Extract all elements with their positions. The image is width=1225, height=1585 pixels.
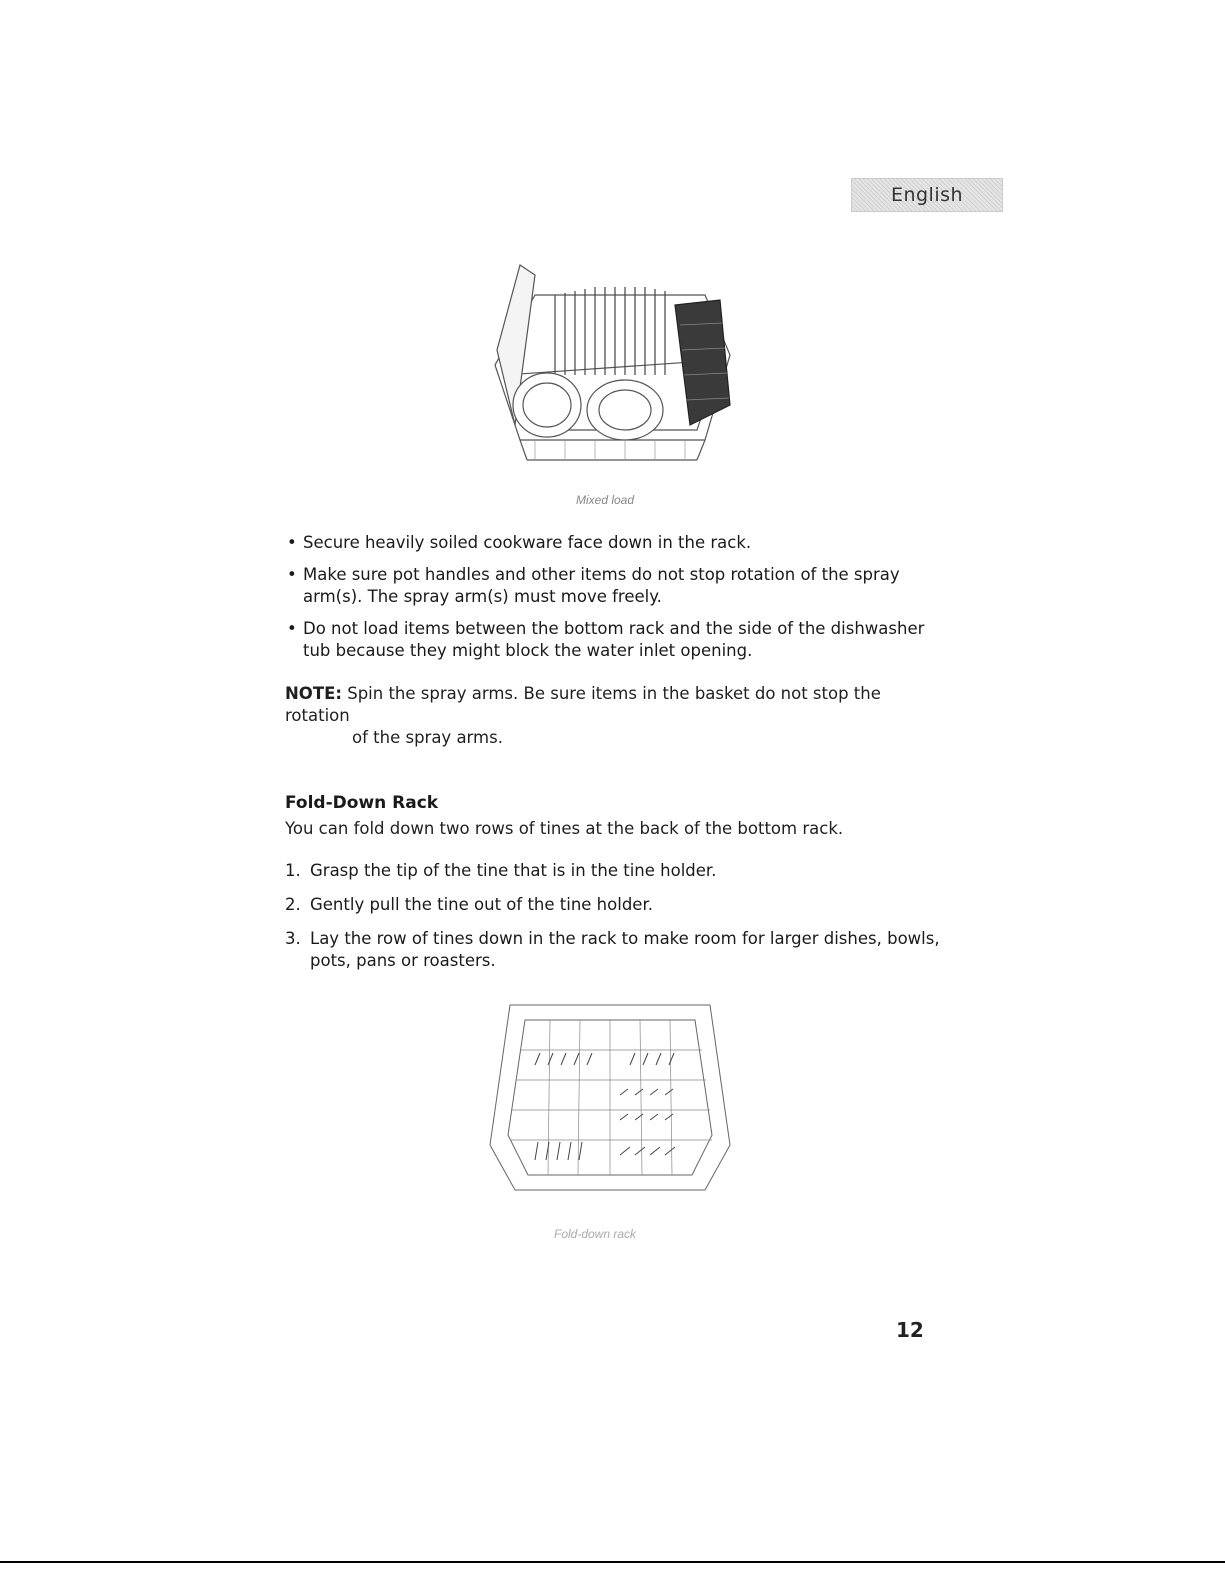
bullet-icon: • [287, 565, 297, 584]
list-item [285, 618, 955, 662]
step-number: 3. [285, 929, 301, 948]
step-number: 1. [285, 861, 301, 880]
section-heading: Fold-Down Rack [285, 793, 439, 813]
step-item [285, 860, 945, 882]
step-item [285, 928, 945, 972]
step-item [285, 894, 945, 916]
steps-list [285, 860, 945, 984]
list-item-text: Secure heavily soiled cookware face down in the rack. [303, 533, 752, 552]
note-block [285, 683, 945, 749]
list-item [285, 532, 955, 554]
language-tab: English [851, 178, 1003, 212]
note-line-2: of the spray arms. [352, 728, 503, 747]
section-intro: You can fold down two rows of tines at the back of the bottom rack. [285, 819, 844, 838]
bullet-icon: • [287, 533, 297, 552]
step-text: Grasp the tip of the tine that is in the tine holder. [310, 861, 717, 880]
list-item-text: Do not load items between the bottom rack and the side of the dishwasher tub because they might block the water inlet opening. [303, 619, 925, 660]
page-number: 12 [896, 1318, 924, 1342]
list-item-text: Make sure pot handles and other items do not stop rotation of the spray arm(s). The spray arm(s) must move freely. [303, 565, 900, 606]
fold-down-caption: Fold-down rack [553, 1227, 637, 1241]
step-text: Lay the row of tines down in the rack to make room for larger dishes, bowls, pots, pans or roasters. [310, 929, 940, 970]
bullet-icon: • [287, 619, 297, 638]
note-label: NOTE: [285, 684, 342, 703]
list-item [285, 564, 955, 608]
step-text: Gently pull the tine out of the tine holder. [310, 895, 653, 914]
mixed-load-caption: Mixed load [575, 493, 635, 507]
bottom-rule [0, 1561, 1225, 1563]
step-number: 2. [285, 895, 301, 914]
fold-down-rack-illustration [480, 995, 740, 1200]
mixed-load-illustration [475, 255, 735, 470]
loading-tips-list [285, 532, 955, 672]
note-line-1: Spin the spray arms. Be sure items in the basket do not stop the rotation [285, 684, 881, 725]
